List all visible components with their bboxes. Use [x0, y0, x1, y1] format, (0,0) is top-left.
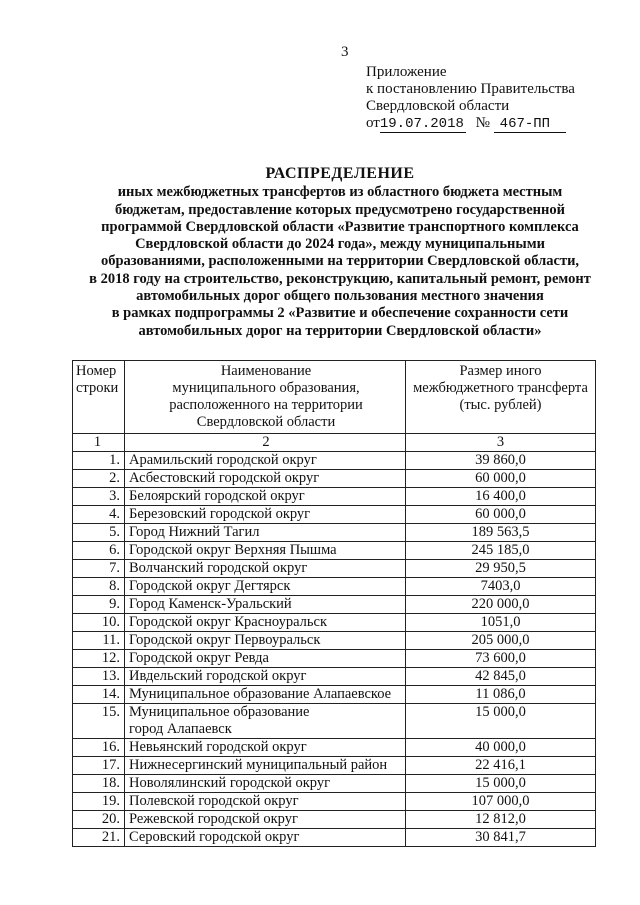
table-row [73, 506, 596, 524]
transfer-amount: 42 845,0 [406, 668, 596, 686]
transfer-amount: 60 000,0 [406, 506, 596, 524]
table-row [73, 686, 596, 704]
row-number: 8. [73, 578, 125, 596]
row-number: 10. [73, 614, 125, 632]
municipality-name: Ивдельский городской округ [125, 668, 406, 686]
appendix-line-region: Свердловской области [366, 98, 510, 114]
table-row [73, 596, 596, 614]
row-number: 2. [73, 470, 125, 488]
transfer-amount: 39 860,0 [406, 452, 596, 470]
row-number: 20. [73, 811, 125, 829]
municipality-name: Городской округ Первоуральск [125, 632, 406, 650]
document-title [60, 165, 620, 340]
row-number: 17. [73, 757, 125, 775]
title-line: автомобильных дорог на территории Свердловской области» [138, 322, 542, 339]
table-row [73, 757, 596, 775]
title-line: бюджетам, предоставление которых предусмотрено государственной [114, 201, 565, 218]
municipality-name-line: город Алапаевск [129, 721, 232, 737]
row-number: 9. [73, 596, 125, 614]
municipality-name: Волчанский городской округ [125, 560, 406, 578]
column-number: 3 [406, 434, 596, 452]
column-number-row [73, 434, 596, 452]
transfer-amount: 60 000,0 [406, 470, 596, 488]
row-number: 4. [73, 506, 125, 524]
table-row [73, 614, 596, 632]
header-municipality-name: Наименование муниципального образования, расположенного на территории Свердловской области [125, 361, 406, 434]
transfer-amount: 11 086,0 [406, 686, 596, 704]
municipality-name: Режевской городской округ [125, 811, 406, 829]
table-header-row [73, 361, 596, 434]
transfer-amount: 16 400,0 [406, 488, 596, 506]
municipality-name-line: Муниципальное образование [129, 704, 310, 720]
municipality-name: Нижнесергинский муниципальный район [125, 757, 406, 775]
row-number: 3. [73, 488, 125, 506]
table-row [73, 632, 596, 650]
transfer-amount: 22 416,1 [406, 757, 596, 775]
page-number: 3 [341, 44, 349, 60]
transfer-amount: 107 000,0 [406, 793, 596, 811]
table-row [73, 452, 596, 470]
municipality-name: Городской округ Ревда [125, 650, 406, 668]
title-line: программой Свердловской области «Развитие транспортного комплекса [101, 218, 579, 235]
municipality-name: Город Каменск-Уральский [125, 596, 406, 614]
row-number: 13. [73, 668, 125, 686]
municipality-name: Город Нижний Тагил [125, 524, 406, 542]
appendix-line-decree: к постановлению Правительства [366, 81, 575, 97]
transfer-amount: 73 600,0 [406, 650, 596, 668]
decree-number: 467-ПП [494, 117, 566, 133]
table-row [73, 829, 596, 847]
transfer-amount: 30 841,7 [406, 829, 596, 847]
municipality-name: Муниципальное образование Алапаевское [125, 686, 406, 704]
municipality-name: Белоярский городской округ [125, 488, 406, 506]
title-line: в рамках подпрограммы 2 «Развитие и обеспечение сохранности сети [111, 305, 569, 322]
municipality-name: Невьянский городской округ [125, 739, 406, 757]
table-row [73, 524, 596, 542]
transfer-amount: 15 000,0 [406, 704, 596, 739]
table-row [73, 739, 596, 757]
municipality-name: Серовский городской округ [125, 829, 406, 847]
table-row [73, 775, 596, 793]
municipality-name: Городской округ Верхняя Пышма [125, 542, 406, 560]
municipality-name: Арамильский городской округ [125, 452, 406, 470]
row-number: 19. [73, 793, 125, 811]
title-main: РАСПРЕДЕЛЕНИЕ [265, 165, 415, 182]
transfer-amount: 40 000,0 [406, 739, 596, 757]
table-row [73, 488, 596, 506]
table-row [73, 650, 596, 668]
table-row [73, 578, 596, 596]
municipality-name: Городской округ Дегтярск [125, 578, 406, 596]
title-line: в 2018 году на строительство, реконструкцию, капитальный ремонт, ремонт [89, 270, 591, 287]
decree-date-number [366, 115, 575, 133]
header-row-number: Номер строки [73, 361, 125, 434]
appendix-block [366, 64, 575, 133]
row-number: 5. [73, 524, 125, 542]
column-number: 2 [125, 434, 406, 452]
row-number: 16. [73, 739, 125, 757]
row-number: 15. [73, 704, 125, 739]
row-number: 18. [73, 775, 125, 793]
distribution-table [72, 360, 596, 847]
transfer-amount: 12 812,0 [406, 811, 596, 829]
transfer-amount: 189 563,5 [406, 524, 596, 542]
row-number: 1. [73, 452, 125, 470]
table-row [73, 793, 596, 811]
table-row [73, 542, 596, 560]
row-number: 7. [73, 560, 125, 578]
row-number: 21. [73, 829, 125, 847]
municipality-name [125, 704, 406, 739]
transfer-amount: 1051,0 [406, 614, 596, 632]
table-row [73, 811, 596, 829]
transfer-amount: 245 185,0 [406, 542, 596, 560]
table-row [73, 704, 596, 739]
decree-date: 19.07.2018 [379, 116, 464, 132]
municipality-name: Асбестовский городской округ [125, 470, 406, 488]
row-number: 14. [73, 686, 125, 704]
row-number: 12. [73, 650, 125, 668]
title-line: иных межбюджетных трансфертов из областного бюджета местным [117, 184, 563, 201]
header-transfer-amount: Размер иного межбюджетного трансферта (тыс. рублей) [406, 361, 596, 434]
municipality-name: Березовский городской округ [125, 506, 406, 524]
title-line: Свердловской области до 2024 года», между муниципальными [135, 236, 545, 253]
transfer-amount: 15 000,0 [406, 775, 596, 793]
transfer-amount: 220 000,0 [406, 596, 596, 614]
row-number: 11. [73, 632, 125, 650]
municipality-name: Городской округ Красноуральск [125, 614, 406, 632]
column-number: 1 [73, 434, 125, 452]
number-sign: № [475, 115, 490, 131]
title-line: автомобильных дорог общего пользования местного значения [136, 288, 544, 305]
date-prefix: от [366, 115, 380, 131]
transfer-amount: 205 000,0 [406, 632, 596, 650]
appendix-title: Приложение [366, 64, 447, 80]
row-number: 6. [73, 542, 125, 560]
table-row [73, 560, 596, 578]
transfer-amount: 29 950,5 [406, 560, 596, 578]
title-line: образованиями, расположенными на территории Свердловской области, [100, 253, 580, 270]
table-row [73, 668, 596, 686]
municipality-name: Новолялинский городской округ [125, 775, 406, 793]
municipality-name: Полевской городской округ [125, 793, 406, 811]
table-row [73, 470, 596, 488]
transfer-amount: 7403,0 [406, 578, 596, 596]
